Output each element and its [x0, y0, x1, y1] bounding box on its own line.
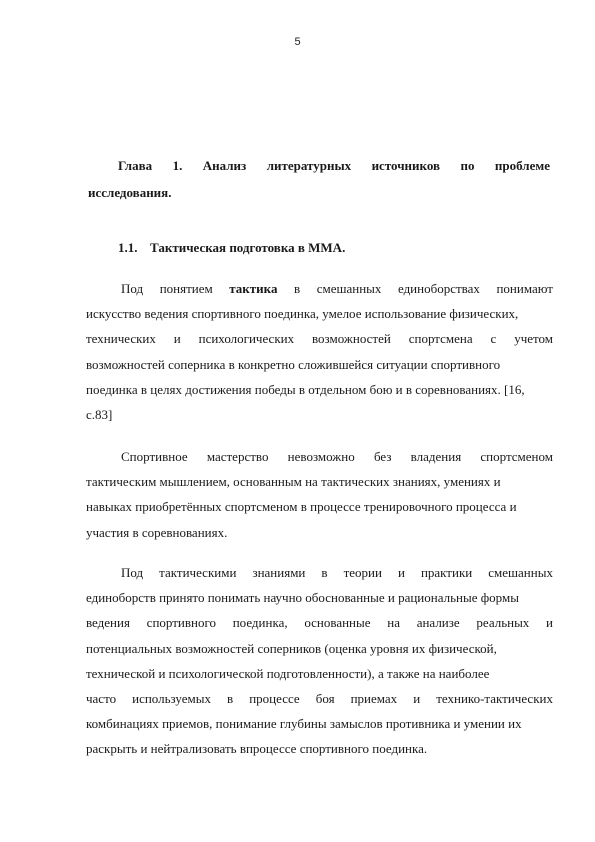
word: смешанных: [316, 281, 382, 296]
word: спортсменом: [480, 449, 553, 464]
chapter-word: источников: [371, 158, 441, 173]
word: в: [294, 281, 301, 296]
word: спортивного: [146, 615, 216, 631]
word: понимают: [496, 281, 553, 296]
text-line: [86, 444, 553, 469]
word: и: [546, 615, 553, 631]
chapter-word: проблеме: [494, 158, 550, 173]
text-line: тактическим мышлением, основанным на тактических знаниях, умениях и: [86, 474, 501, 490]
word: теории: [343, 565, 382, 580]
word: владения: [410, 449, 462, 464]
word: реальных: [476, 615, 530, 631]
paragraph-tactics-definition: [86, 276, 553, 427]
section-number: 1.1.: [118, 240, 138, 255]
page-number: 5: [294, 36, 301, 48]
text-line: [86, 610, 553, 635]
word: на: [387, 615, 400, 631]
word: основанные: [304, 615, 371, 631]
section-title: Тактическая подготовка в ММА.: [150, 240, 346, 255]
word: и: [413, 691, 421, 707]
text-line: [86, 686, 553, 711]
word: без: [373, 449, 392, 464]
word: поединка,: [232, 615, 288, 631]
section-heading: [118, 236, 558, 260]
word: Под: [121, 281, 144, 296]
word: Под: [121, 565, 144, 580]
word: и: [173, 331, 181, 347]
paragraph-tactical-knowledge: [86, 560, 553, 762]
text-line: участия в соревнованиях.: [86, 524, 228, 540]
chapter-word: Глава: [118, 158, 153, 173]
chapter-heading-line1: [78, 152, 550, 179]
chapter-heading: [78, 152, 550, 206]
word: психологических: [198, 331, 295, 347]
word: часто: [86, 691, 117, 707]
text-line: комбинациях приемов, понимание глубины замыслов противника и умении их: [86, 716, 522, 732]
word: технических: [86, 331, 156, 347]
word: учетом: [514, 331, 553, 347]
word: знаниями: [252, 565, 306, 580]
text-line: искусство ведения спортивного поединка, умелое использование физических,: [86, 306, 519, 322]
word: анализе: [416, 615, 460, 631]
chapter-word: 1.: [172, 158, 183, 173]
word: спортсмена: [408, 331, 473, 347]
word: практики: [420, 565, 473, 580]
text-line: [86, 326, 553, 351]
word: в: [321, 565, 328, 580]
word: ведения: [86, 615, 130, 631]
text-line: с.83]: [86, 407, 113, 423]
text-line: потенциальных возможностей соперников (оценка уровня их физической,: [86, 640, 497, 656]
text-line: [86, 276, 553, 301]
bold-term: тактика: [229, 281, 278, 296]
word: тактическими: [159, 565, 237, 580]
chapter-word: Анализ: [202, 158, 247, 173]
text-line: поединка в целях достижения победы в отдельном бою и в соревнованиях. [16,: [86, 381, 525, 397]
word: мастерство: [206, 449, 269, 464]
chapter-heading-line2: исследования.: [88, 185, 172, 200]
text-line: навыках приобретённых спортсменом в процессе тренировочного процесса и: [86, 499, 517, 515]
word: приемах: [350, 691, 398, 707]
word: смешанных: [488, 565, 553, 580]
word: технико-тактических: [436, 691, 553, 707]
chapter-word: литературных: [266, 158, 352, 173]
word: единоборствах: [397, 281, 480, 296]
chapter-word: по: [460, 158, 475, 173]
text-line: возможностей соперника в конкретно сложившейся ситуации спортивного: [86, 356, 501, 372]
text-line: раскрыть и нейтрализовать впроцессе спортивного поединка.: [86, 741, 428, 757]
word: невозможно: [287, 449, 355, 464]
text-line: технической и психологической подготовленности), а также на наиболее: [86, 665, 490, 681]
word: Спортивное: [121, 449, 188, 464]
word: с: [490, 331, 497, 347]
word: и: [397, 565, 405, 580]
paragraph-sport-mastery: [86, 444, 553, 545]
text-line: единоборств принято понимать научно обоснованные и рациональные формы: [86, 590, 519, 606]
word: процессе: [249, 691, 300, 707]
word: используемых: [132, 691, 211, 707]
word: боя: [315, 691, 335, 707]
word: в: [227, 691, 234, 707]
text-line: [86, 560, 553, 585]
word: возможностей: [311, 331, 391, 347]
word: понятием: [159, 281, 213, 296]
